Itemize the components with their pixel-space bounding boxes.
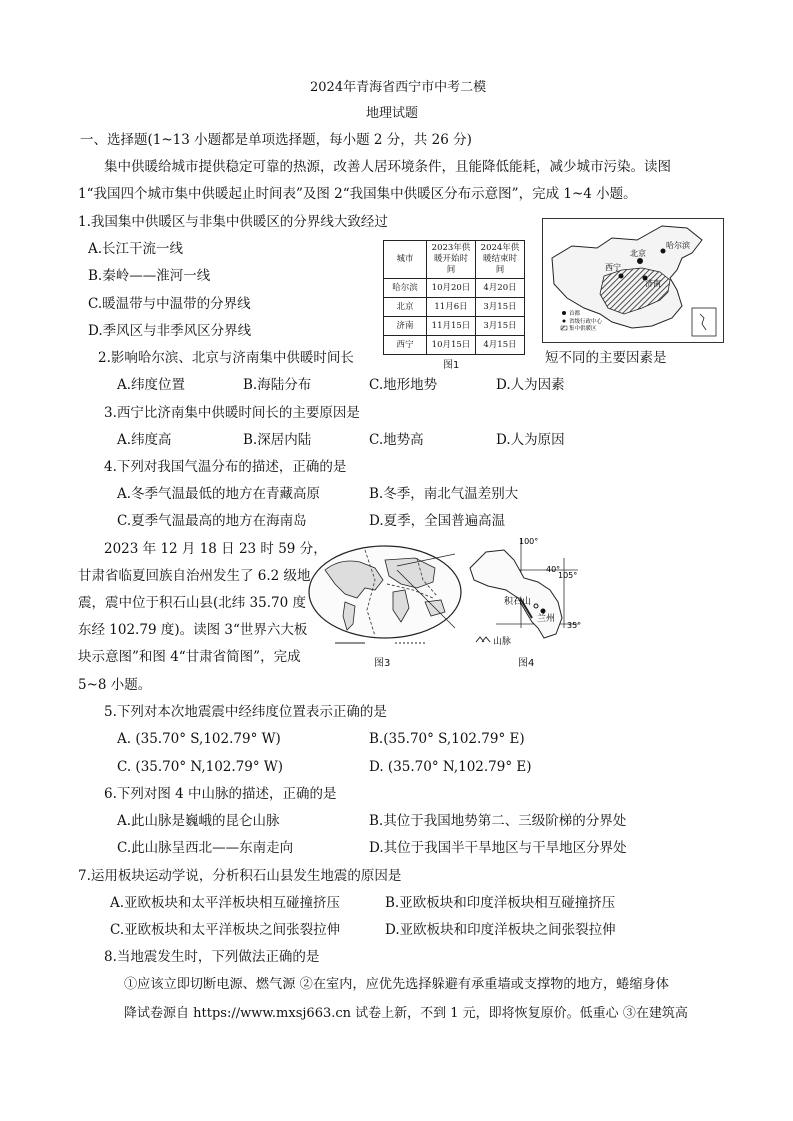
map-label-beijing: 北京 (630, 249, 646, 258)
table-header-row (384, 241, 525, 279)
q6-option-c: C.此山脉呈西北——东南走向 (117, 840, 294, 856)
xining-dot (619, 274, 624, 279)
table-row (384, 336, 525, 355)
table-cell: 哈尔滨 (384, 279, 427, 298)
quake-intro-line: 2023 年 12 月 18 日 23 时 59 分， (104, 541, 327, 557)
table-cell: 10月20日 (427, 279, 476, 298)
map-label-xining: 西宁 (605, 263, 621, 272)
q6-option-d: D.其位于我国半干旱地区与干旱地区分界处 (369, 840, 627, 856)
table-row (384, 298, 525, 317)
table-cell: 济南 (384, 317, 427, 336)
table-cell: 西宁 (384, 336, 427, 355)
q7-option-d: D.亚欧板块和印度洋板块之间张裂拉伸 (385, 922, 616, 938)
quake-intro-line: 甘肃省临夏回族自治州发生了 6.2 级地 (78, 568, 311, 584)
table-header: 城市 (384, 241, 427, 279)
table-cell: 11月6日 (427, 298, 476, 317)
legend-item: 首都 (569, 311, 581, 317)
q2-stem-part2: 短不同的主要因素是 (545, 350, 667, 366)
q6-option-a: A.此山脉是巍峨的昆仑山脉 (117, 813, 280, 829)
figure4-caption: 图4 (518, 658, 535, 669)
q7-option-a: A.亚欧板块和太平洋板块相互碰撞挤压 (110, 895, 341, 911)
quake-intro-line: 5~8 小题。 (78, 677, 152, 693)
q8-text-line: ①应该立即切断电源、燃气源 ②在室内，应优先选择躲避有承重墙或支撑物的地方，蜷缩身体 (124, 977, 669, 992)
q2-option-d: D.人为因素 (496, 377, 565, 393)
q4-option-c: C.夏季气温最高的地方在海南岛 (117, 513, 307, 529)
south-sea-inset (692, 308, 716, 336)
quake-intro-line: 东经 102.79 度)。读图 3“世界六大板 (78, 622, 308, 638)
q6-option-b: B.其位于我国地势第二、三级阶梯的分界处 (369, 813, 627, 829)
q1-option-d: D.季风区与非季风区分界线 (88, 323, 252, 339)
heating-schedule-table (383, 240, 525, 355)
intro-line-1: 集中供暖给城市提供稳定可靠的热源，改善人居环境条件，且能降低能耗，减少城市污染。读图 (104, 159, 671, 175)
q2-option-c: C.地形地势 (369, 377, 438, 393)
q5-option-a: A. (35.70° S,102.79° W) (117, 731, 281, 747)
q5-option-b: B.(35.70° S,102.79° E) (369, 731, 525, 747)
legend-hatch-icon (561, 326, 567, 330)
q6-stem: 6.下列对图 4 中山脉的描述，正确的是 (104, 786, 337, 802)
table-row (384, 317, 525, 336)
subject-title: 地理试题 (366, 106, 419, 121)
harbin-dot (661, 249, 666, 254)
lanzhou-dot (541, 609, 546, 614)
table-cell: 10月15日 (427, 336, 476, 355)
q3-option-c: C.地势高 (369, 432, 424, 448)
lat-label-35: 35° (567, 621, 582, 630)
q1-option-b: B.秦岭——淮河一线 (88, 268, 211, 284)
world-plates-map (305, 540, 465, 652)
q3-option-b: B.深居内陆 (243, 432, 312, 448)
q3-option-d: D.人为原因 (496, 432, 565, 448)
q7-option-c: C.亚欧板块和太平洋板块之间张裂拉伸 (110, 922, 341, 938)
table-cell: 11月15日 (427, 317, 476, 336)
q5-option-c: C. (35.70° N,102.79° W) (117, 759, 284, 775)
q1-option-c: C.暖温带与中温带的分界线 (88, 296, 251, 312)
table-header: 2024年供暖结束时间 (476, 241, 525, 279)
legend-item: 集中供暖区 (569, 326, 597, 332)
table-cell: 4月15日 (476, 336, 525, 355)
table-cell: 3月15日 (476, 317, 525, 336)
q2-stem-part1: 2.影响哈尔滨、北京与济南集中供暖时间长 (98, 350, 354, 366)
q4-option-a: A.冬季气温最低的地方在青藏高原 (117, 486, 321, 502)
map-label-harbin: 哈尔滨 (666, 241, 690, 250)
q3-option-a: A.纬度高 (117, 432, 172, 448)
china-heating-map (542, 218, 724, 343)
q1-stem: 1.我国集中供暖区与非集中供暖区的分界线大致经过 (78, 214, 388, 230)
q4-option-d: D.夏季，全国普遍高温 (369, 513, 506, 529)
q2-option-a: A.纬度位置 (117, 377, 186, 393)
label-lanzhou: 兰州 (537, 614, 556, 624)
q4-stem: 4.下列对我国气温分布的描述，正确的是 (104, 459, 347, 475)
legend-capital-icon (562, 311, 566, 315)
map-label-jinan: 济南 (645, 279, 661, 288)
exam-title: 2024年青海省西宁市中考二模 (310, 80, 487, 95)
legend-mountain: 山脉 (493, 637, 512, 647)
q8-stem: 8.当地震发生时，下列做法正确的是 (104, 949, 320, 965)
lat-label-40: 40° (546, 565, 561, 574)
q7-stem: 7.运用板块运动学说，分析积石山县发生地震的原因是 (78, 868, 402, 884)
figure1-caption: 图1 (443, 360, 460, 371)
figure3-caption: 图3 (374, 658, 391, 669)
quake-intro-line: 块示意图”和图 4“甘肃省简图”，完成 (78, 649, 301, 665)
table-cell: 3月15日 (476, 298, 525, 317)
q1-option-a: A.长江干流一线 (88, 241, 184, 257)
table-cell: 4月20日 (476, 279, 525, 298)
quake-intro-line: 震，震中位于积石山县(北纬 35.70 度 (78, 595, 306, 611)
section-heading: 一、选择题(1~13 小题都是单项选择题，每小题 2 分，共 26 分) (80, 132, 472, 148)
q3-stem: 3.西宁比济南集中供暖时间长的主要原因是 (104, 405, 360, 421)
q8-text-line: 降试卷源自 https://www.mxsj663.cn 试卷上新，不到 1 元，即将恢复原价。低重心 ③在建筑高 (124, 1006, 688, 1021)
table-row (384, 279, 525, 298)
lon-label-100: 100° (519, 537, 539, 546)
q2-option-b: B.海陆分布 (243, 377, 312, 393)
lon-label-105: 105° (558, 571, 578, 580)
mountain-icon (476, 637, 490, 642)
q7-option-b: B.亚欧板块和印度洋板块相互碰撞挤压 (385, 895, 616, 911)
label-jishishan: 积石山 (504, 597, 532, 607)
legend-item: 省级行政中心 (569, 319, 603, 325)
q5-option-d: D. (35.70° N,102.79° E) (369, 759, 532, 775)
q5-stem: 5.下列对本次地震震中经纬度位置表示正确的是 (104, 704, 387, 720)
legend-province-icon (563, 320, 566, 323)
gansu-map (466, 537, 582, 648)
intro-line-2: 1“我国四个城市集中供暖起止时间表”及图 2“我国集中供暖区分布示意图”，完成 1~4 小题。 (78, 186, 637, 202)
table-cell: 北京 (384, 298, 427, 317)
beijing-dot (637, 258, 643, 264)
q4-option-b: B.冬季，南北气温差别大 (369, 486, 519, 502)
table-header: 2023年供暖开始时间 (427, 241, 476, 279)
